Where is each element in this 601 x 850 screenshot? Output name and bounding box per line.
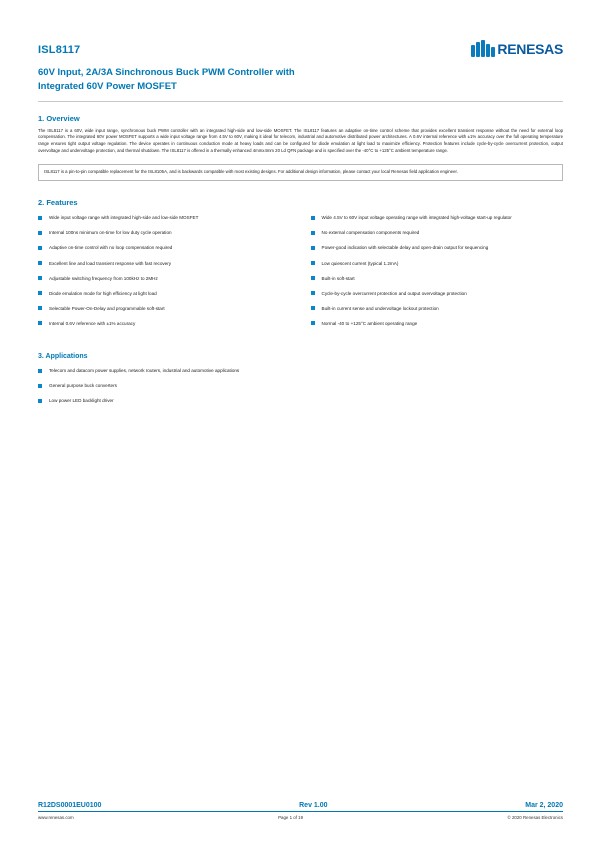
footer-doc-id: R12DS0001EU0100 xyxy=(38,802,102,809)
applications-heading: 3. Applications xyxy=(38,353,88,361)
list-item: Power-good indication with selectable delay and open-drain output for sequencing xyxy=(311,244,564,251)
list-item: Cycle-by-cycle overcurrent protection and output overvoltage protection xyxy=(311,290,564,297)
list-item: Adaptive on-time control with no loop compensation required xyxy=(38,244,291,251)
logo-text: RENESAS xyxy=(497,40,563,57)
list-item: Low quiescent current (typical 1.2mA) xyxy=(311,260,564,267)
list-item: Excellent line and load transient response with fast recovery xyxy=(38,260,291,267)
features-column-right xyxy=(311,214,564,335)
list-item: No external compensation components required xyxy=(311,229,564,236)
footer-date: Mar 2, 2020 xyxy=(525,802,563,809)
list-item: Selectable Power-On-Delay and programmable soft-start xyxy=(38,305,291,312)
list-item: Wide input voltage range with integrated high-side and low-side MOSFET xyxy=(38,214,291,221)
footer-revision: Rev 1.00 xyxy=(299,802,328,809)
renesas-logo xyxy=(471,40,563,57)
list-item: Built-in current sense and undervoltage lockout protection xyxy=(311,305,564,312)
list-item: Telecom and datacom power supplies, network routers, industrial and automotive applications xyxy=(38,367,285,374)
list-item: Normal -40 to +125°C ambient operating range xyxy=(311,320,564,327)
features-heading: 2. Features xyxy=(38,198,78,208)
list-item: Wide 4.5V to 60V input voltage operating range with integrated high-voltage start-up regulator xyxy=(311,214,564,221)
part-number: ISL8117 xyxy=(38,44,81,56)
list-item: Internal 100ns minimum on-time for low duty cycle operation xyxy=(38,229,291,236)
renesas-logo-icon xyxy=(471,40,494,57)
footer-page-number: Page 1 of 19 xyxy=(278,815,304,820)
page-header xyxy=(38,34,563,64)
title-line-2: Integrated 60V Power MOSFET xyxy=(38,81,177,93)
page-title xyxy=(38,66,563,95)
list-item: Adjustable switching frequency from 100kHz to 2MHz xyxy=(38,275,291,282)
footer-copyright: © 2020 Renesas Electronics xyxy=(507,815,563,820)
page-footer xyxy=(38,802,563,820)
overview-note: ISL8117 is a pin-to-pin compatible replacement for the ISL8105A, and is backwards compatible with most existing designs. For additional design information, please contact your local Renesas field application engineer. xyxy=(38,164,563,181)
overview-paragraph: The ISL8117 is a 60V, wide input range, synchronous buck PWM controller with an integrated high-side and low-side MOSFET. The ISL8117 features an adaptive on-time control scheme that provides excellent transient response without the need for external loop compensation. The integrated 60V power MOSFET supports a wide input voltage range from 4.5V to 60V, making it ideal for telecom, industrial and automotive distributed power architectures. A 0.6V internal reference with ±1% accuracy over the full operating temperature range ensures tight output voltage regulation. The device operates in continuous conduction mode at heavy loads and can be configured for diode emulation at light load to maximize efficiency. Protection features include cycle-by-cycle overcurrent protection, output overvoltage and undervoltage protection, and thermal shutdown. The ISL8117 is offered in a thermally enhanced 4mmx4mm 20 Ld QFN package and is specified over the -40°C to +125°C ambient temperature range. xyxy=(38,127,563,154)
features-column-left xyxy=(38,214,291,335)
footer-website[interactable]: www.renesas.com xyxy=(38,815,74,820)
applications-list xyxy=(38,367,285,404)
list-item: Internal 0.6V reference with ±1% accuracy xyxy=(38,320,291,327)
title-line-1: 60V Input, 2A/3A Sinchronous Buck PWM Controller with xyxy=(38,67,295,78)
overview-heading: 1. Overview xyxy=(38,113,80,123)
title-divider xyxy=(38,101,563,102)
features-columns xyxy=(38,214,563,335)
list-item: Diode emulation mode for high efficiency at light load xyxy=(38,290,291,297)
list-item: Low power LED backlight driver xyxy=(38,397,285,404)
list-item: General purpose buck converters xyxy=(38,382,285,389)
list-item: Built-in soft-start xyxy=(311,275,564,282)
